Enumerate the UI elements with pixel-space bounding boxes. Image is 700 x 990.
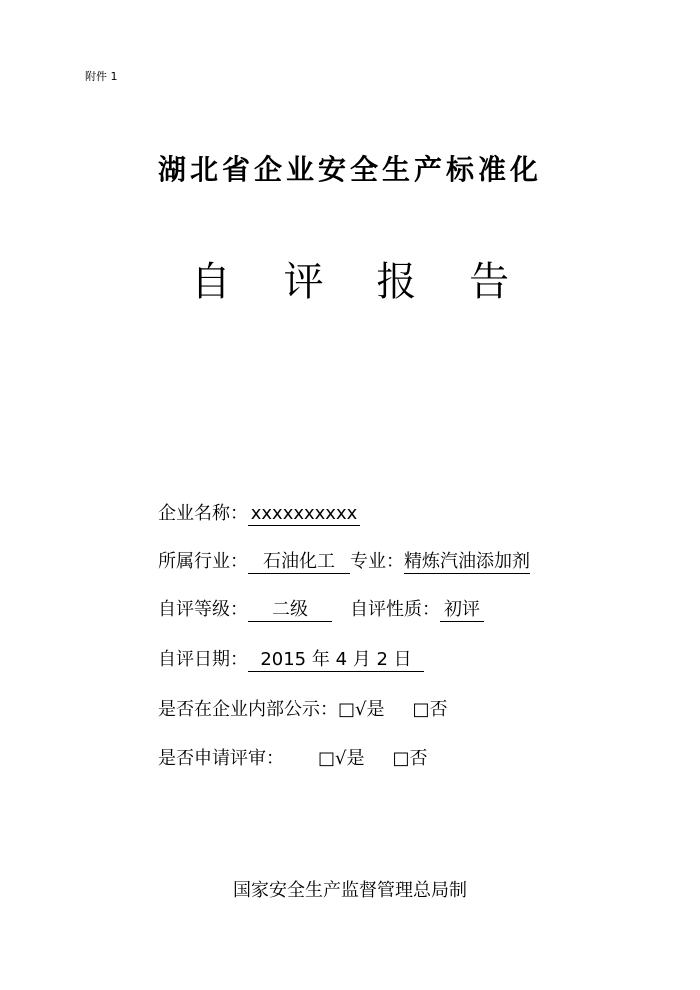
apply-label: 是否申请评审： — [158, 748, 284, 769]
specialty-label: 专业： — [350, 551, 404, 572]
grade-value: 二级 — [248, 599, 332, 622]
apply-no-checkbox: □否 — [392, 748, 428, 769]
date-row — [158, 647, 424, 673]
date-label: 自评日期： — [158, 649, 248, 670]
nature-label: 自评性质： — [350, 599, 440, 620]
apply-yes-checkbox: □√是 — [318, 748, 365, 769]
public-no-checkbox: □否 — [412, 699, 448, 720]
apply-row — [158, 746, 428, 772]
issuer-footer: 国家安全生产监督管理总局制 — [233, 880, 467, 901]
public-yes-checkbox: □√是 — [338, 699, 385, 720]
date-value: 2015 年 4 月 2 日 — [248, 649, 424, 672]
industry-value: 石油化工 — [248, 551, 350, 574]
grade-label: 自评等级： — [158, 599, 248, 620]
company-name-row — [158, 501, 360, 527]
company-name-value: xxxxxxxxxx — [248, 503, 360, 526]
specialty-value: 精炼汽油添加剂 — [404, 551, 530, 572]
report-title: 湖北省企业安全生产标准化 — [157, 153, 542, 186]
industry-row — [158, 549, 530, 575]
nature-value: 初评 — [440, 599, 484, 622]
industry-label: 所属行业： — [158, 551, 248, 572]
company-name-label: 企业名称： — [158, 503, 248, 524]
grade-row — [158, 597, 484, 623]
report-subtitle: 自 评 报 告 — [190, 259, 530, 305]
public-label: 是否在企业内部公示： — [158, 699, 338, 720]
public-row — [158, 697, 448, 723]
attachment-label: 附件 1 — [85, 70, 118, 83]
